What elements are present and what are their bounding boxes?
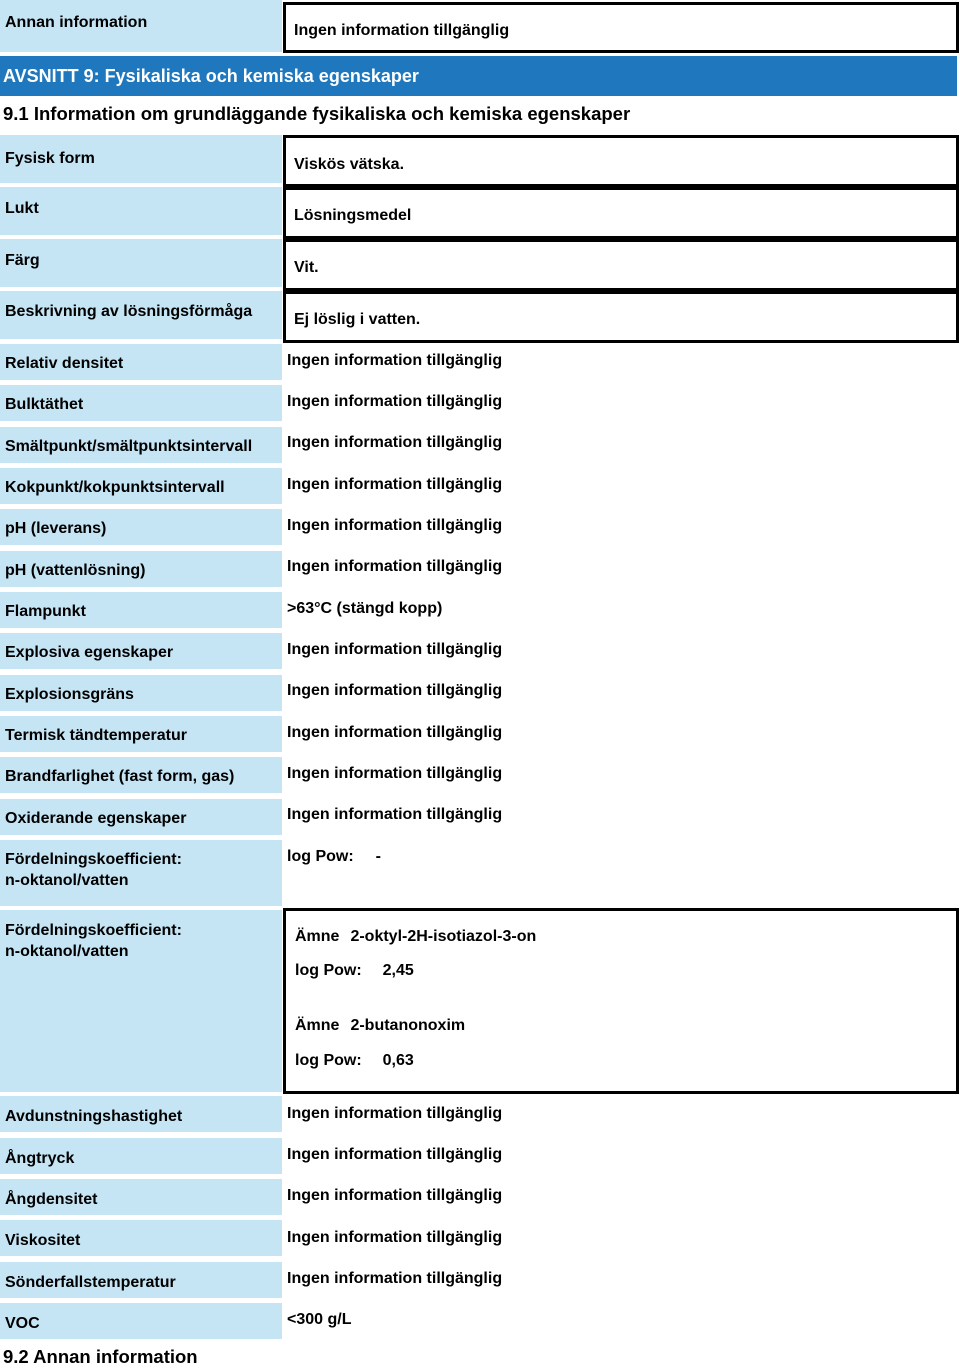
row-value-lukt: Lösningsmedel [283, 187, 959, 239]
row-label-fysisk-form: Fysisk form [0, 135, 282, 183]
row-value-fordelningskoefficient-2 [283, 908, 959, 1094]
log-pow-value: 2,45 [382, 962, 414, 979]
substance-name: 2-oktyl-2H-isotiazol-3-on [350, 928, 537, 945]
substance-1 [295, 926, 956, 981]
label-line-1: Fördelningskoefficient: [5, 922, 182, 939]
row-label-relativ-densitet: Relativ densitet [0, 344, 282, 380]
row-label-viskositet: Viskositet [0, 1220, 282, 1256]
bottom-heading: 9.2 Annan information [3, 1346, 198, 1367]
row-value-angdensitet: Ingen information tillgänglig [287, 1187, 503, 1204]
row-value-oxiderande-egenskaper: Ingen information tillgänglig [287, 806, 503, 823]
row-value-brandfarlighet: Ingen information tillgänglig [287, 765, 503, 782]
row-label-angdensitet: Ångdensitet [0, 1179, 282, 1215]
row-label-smaltpunkt: Smältpunkt/smältpunktsintervall [0, 427, 282, 463]
row-label-fordelningskoefficient-2 [0, 910, 282, 1092]
row-value-avdunstningshastighet: Ingen information tillgänglig [287, 1105, 503, 1122]
row-value-losningsformaga: Ej löslig i vatten. [283, 291, 959, 343]
row-value-flampunkt: >63°C (stängd kopp) [287, 600, 443, 617]
log-pow-value: 0,63 [382, 1052, 414, 1069]
row-value-kokpunkt: Ingen information tillgänglig [287, 476, 503, 493]
row-value-fordelningskoefficient-1 [287, 846, 381, 867]
row-label-sonderfallstemperatur: Sönderfallstemperatur [0, 1262, 282, 1298]
amne-label: Ämne [295, 928, 340, 945]
row-label-explosionsgrans: Explosionsgräns [0, 675, 282, 711]
row-label-voc: VOC [0, 1303, 282, 1339]
row-label-ph-vattenlosning: pH (vattenlösning) [0, 551, 282, 587]
row-value-relativ-densitet: Ingen information tillgänglig [287, 352, 503, 369]
label-line-2: n-oktanol/vatten [5, 943, 129, 960]
row-label-oxiderande-egenskaper: Oxiderande egenskaper [0, 799, 282, 835]
row-label-losningsformaga: Beskrivning av lösningsförmåga [0, 291, 282, 339]
row-label-fordelningskoefficient-1 [0, 840, 282, 906]
row-label-termisk-tandtemperatur: Termisk tändtemperatur [0, 716, 282, 752]
row-value-sonderfallstemperatur: Ingen information tillgänglig [287, 1270, 503, 1287]
log-pow-key: log Pow: [287, 848, 354, 865]
row-value-annan-information: Ingen information tillgänglig [283, 2, 959, 53]
row-value-termisk-tandtemperatur: Ingen information tillgänglig [287, 724, 503, 741]
log-pow-key: log Pow: [295, 962, 362, 979]
row-label-brandfarlighet: Brandfarlighet (fast form, gas) [0, 757, 282, 793]
row-label-lukt: Lukt [0, 187, 282, 235]
row-label-explosiva-egenskaper: Explosiva egenskaper [0, 633, 282, 669]
row-label-annan-information: Annan information [0, 0, 282, 52]
log-pow-value: - [375, 848, 381, 865]
row-value-farg: Vit. [283, 239, 959, 291]
row-value-voc: <300 g/L [287, 1311, 352, 1328]
amne-label: Ämne [295, 1017, 340, 1034]
row-value-bulktathet: Ingen information tillgänglig [287, 393, 503, 410]
row-value-ph-vattenlosning: Ingen information tillgänglig [287, 558, 503, 575]
row-value-viskositet: Ingen information tillgänglig [287, 1229, 503, 1246]
row-value-explosionsgrans: Ingen information tillgänglig [287, 682, 503, 699]
log-pow-key: log Pow: [295, 1052, 362, 1069]
row-label-farg: Färg [0, 239, 282, 287]
row-value-explosiva-egenskaper: Ingen information tillgänglig [287, 641, 503, 658]
row-label-bulktathet: Bulktäthet [0, 385, 282, 421]
row-value-angtryck: Ingen information tillgänglig [287, 1146, 503, 1163]
label-line-1: Fördelningskoefficient: [5, 851, 182, 868]
row-value-fysisk-form: Viskös vätska. [283, 135, 959, 187]
row-value-smaltpunkt: Ingen information tillgänglig [287, 434, 503, 451]
row-value-ph-leverans: Ingen information tillgänglig [287, 517, 503, 534]
subsection-heading: 9.1 Information om grundläggande fysikaliska och kemiska egenskaper [3, 103, 631, 124]
row-label-kokpunkt: Kokpunkt/kokpunktsintervall [0, 468, 282, 504]
row-label-flampunkt: Flampunkt [0, 592, 282, 628]
substance-name: 2-butanonoxim [350, 1017, 466, 1034]
row-label-angtryck: Ångtryck [0, 1138, 282, 1174]
section-title-bar: AVSNITT 9: Fysikaliska och kemiska egenskaper [0, 56, 957, 96]
row-label-ph-leverans: pH (leverans) [0, 509, 282, 545]
label-line-2: n-oktanol/vatten [5, 872, 129, 889]
substance-2 [295, 1015, 956, 1071]
row-label-avdunstningshastighet: Avdunstningshastighet [0, 1096, 282, 1132]
